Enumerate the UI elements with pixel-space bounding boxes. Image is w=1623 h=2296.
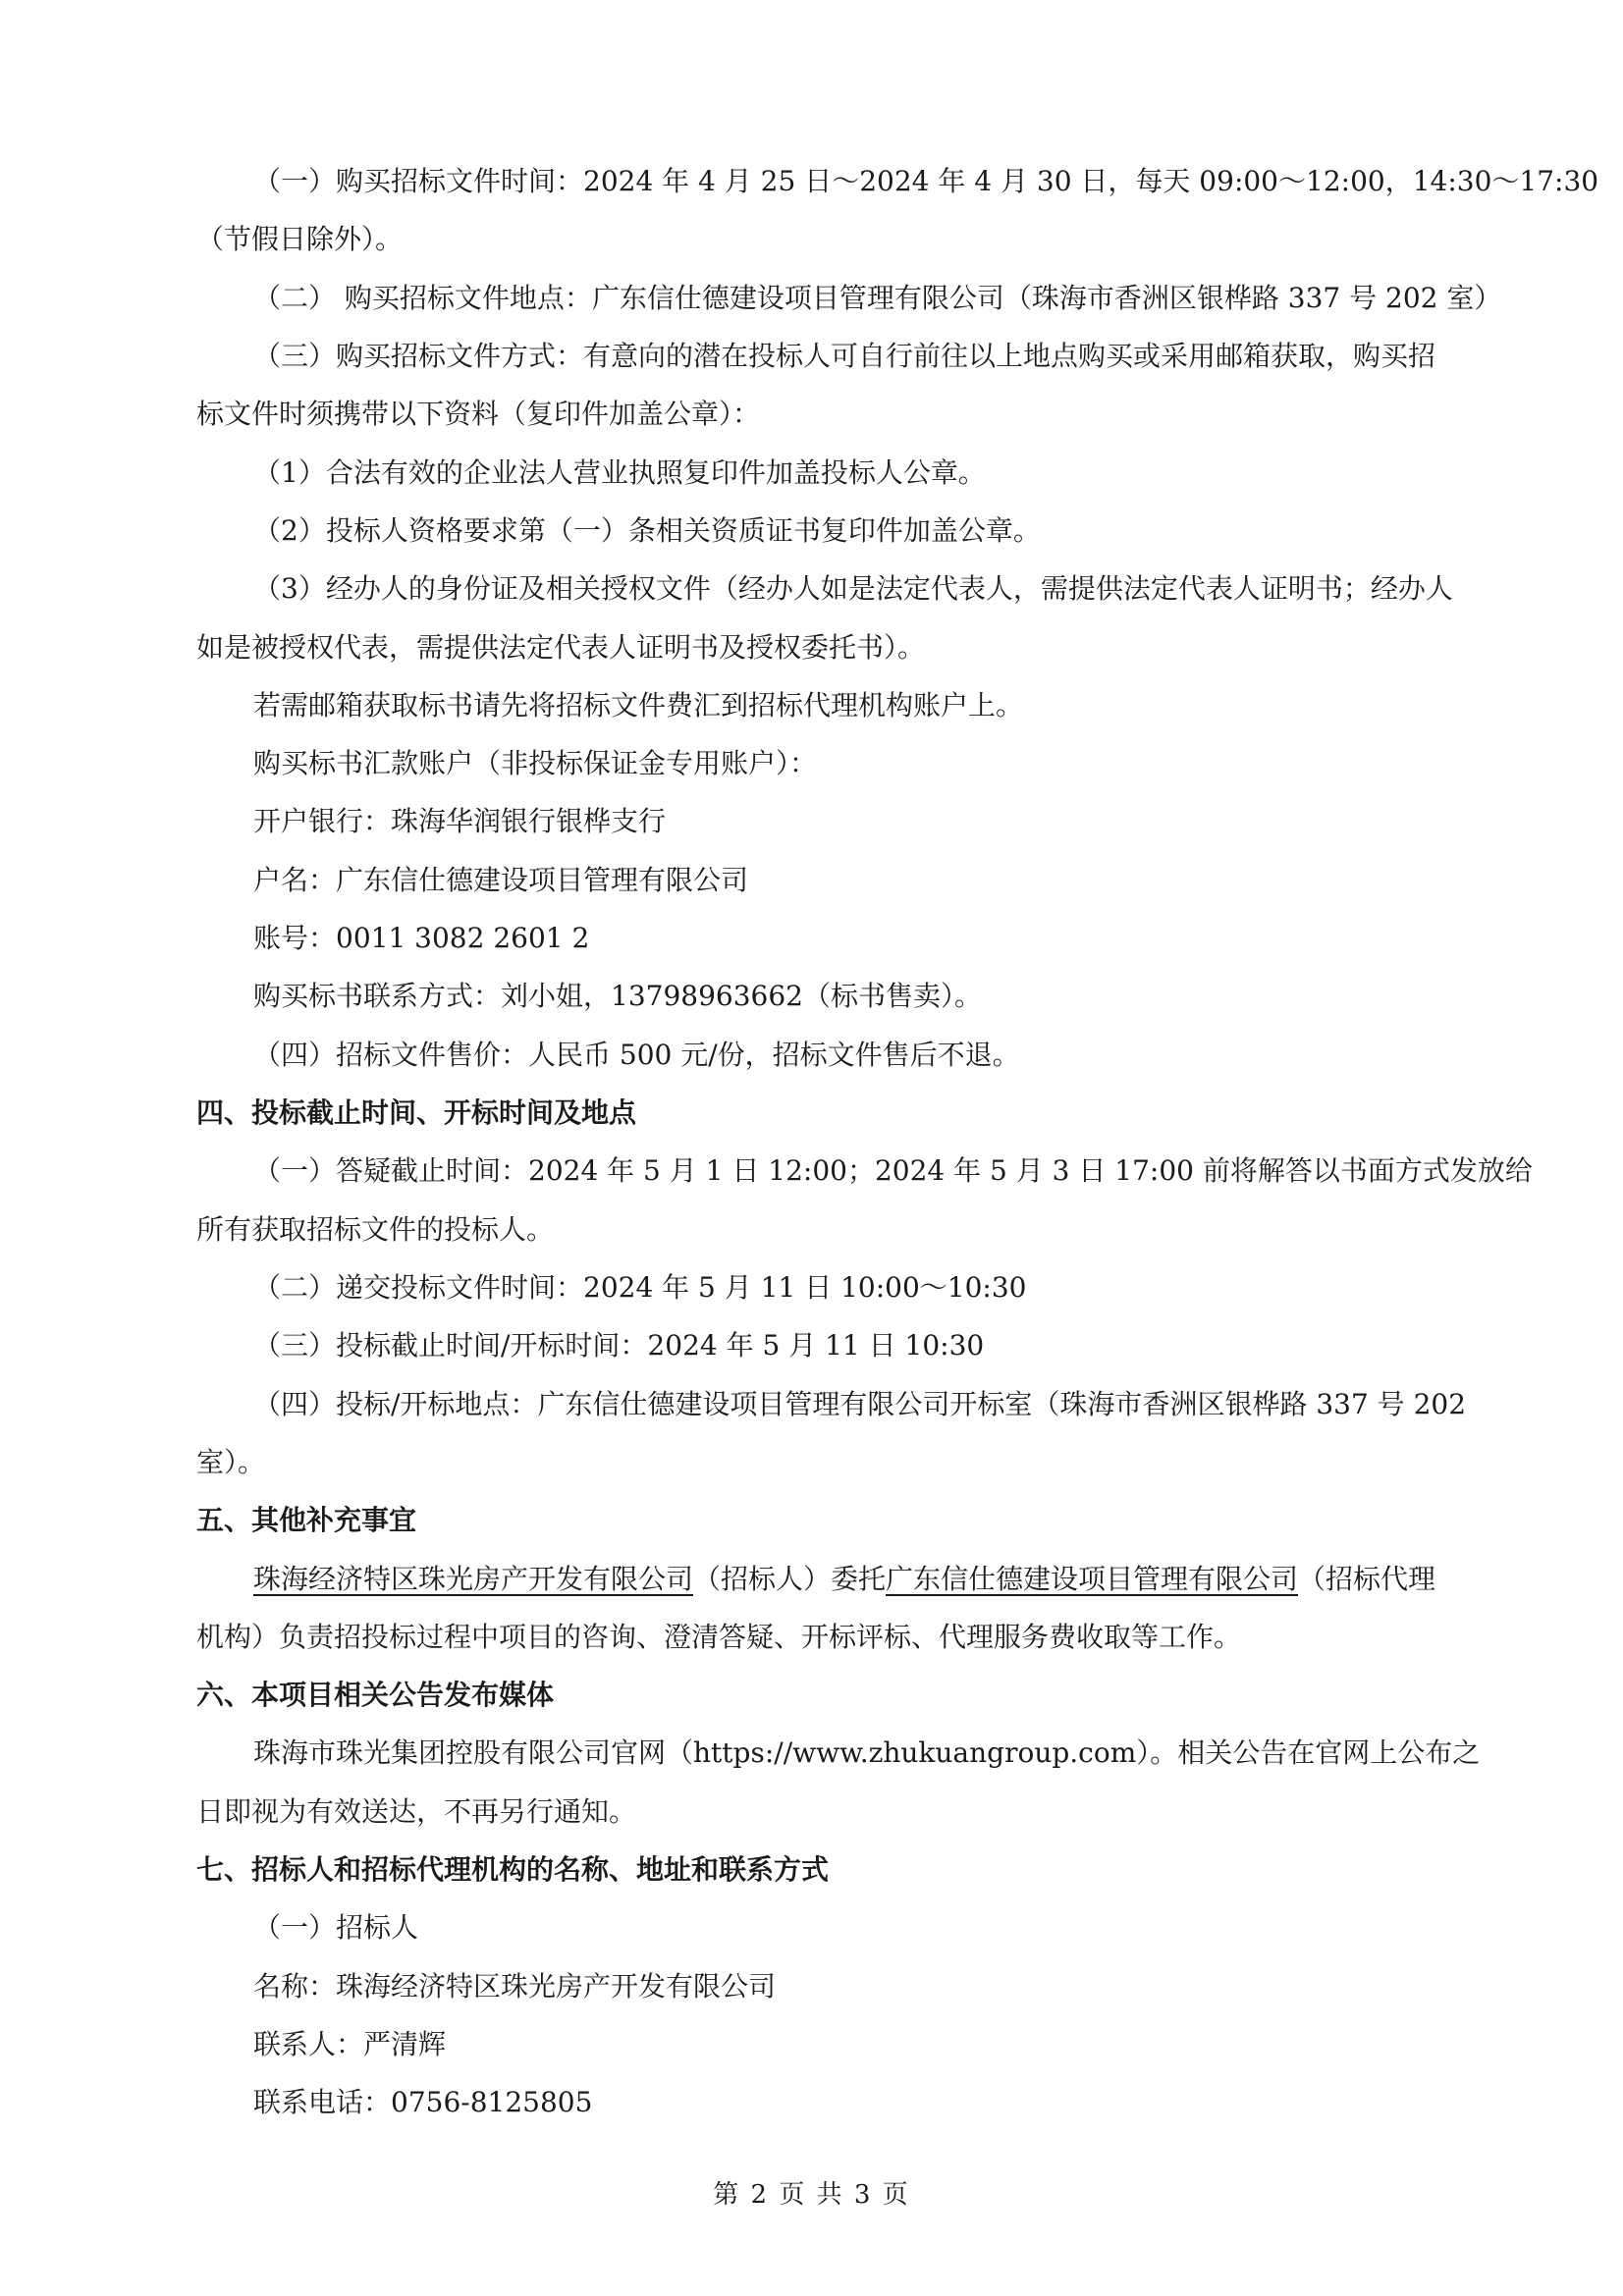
tenderer-subheading: （一）招标人 (253, 1911, 419, 1944)
account-title: 购买标书汇款账户（非投标保证金专用账户）： (253, 747, 818, 779)
account-number: 账号：0011 3082 2601 2 (253, 922, 590, 954)
document-price: （四）招标文件售价：人民币 500 元/份，招标文件售后不退。 (253, 1039, 1020, 1071)
tenderer-role: （招标人）委托 (693, 1563, 887, 1595)
purchase-location: （二） 购买招标文件地点：广东信仕德建设项目管理有限公司（珠海市香洲区银桦路 337 号 202 室） (253, 282, 1502, 314)
tenderer-name: 珠海经济特区珠光房产开发有限公司 (253, 1563, 694, 1595)
submit-time: （二）递交投标文件时间：2024 年 5 月 11 日 10:00～10:30 (253, 1271, 1027, 1304)
section-6-heading: 六、本项目相关公告发布媒体 (196, 1679, 555, 1711)
bank-name: 开户银行：珠海华润银行银桦支行 (253, 805, 667, 837)
section-5-heading: 五、其他补充事宜 (196, 1504, 417, 1536)
opening-time: （三）投标截止时间/开标时间：2024 年 5 月 11 日 10:30 (253, 1329, 985, 1362)
page-number: 第 2 页 共 3 页 (713, 2180, 910, 2210)
purchase-time-line-2: （节假日除外）。 (196, 223, 404, 255)
section-5-line-1 (253, 1560, 1435, 1599)
email-note: 若需邮箱获取标书请先将招标文件费汇到招标代理机构账户上。 (253, 689, 1024, 721)
section-5-line-2: 机构）负责招投标过程中项目的咨询、澄清答疑、开标评标、代理服务费收取等工作。 (196, 1621, 1242, 1653)
requirement-3-line-1: （3）经办人的身份证及相关授权文件（经办人如是法定代表人，需提供法定代表人证明书；经办人 (253, 572, 1453, 605)
requirement-1: （1）合法有效的企业法人营业执照复印件加盖投标人公章。 (253, 456, 986, 489)
opening-place-line-2: 室）。 (196, 1446, 266, 1478)
tenderer-full-name: 名称：珠海经济特区珠光房产开发有限公司 (253, 1970, 777, 2002)
purchase-contact: 购买标书联系方式：刘小姐，13798963662（标书售卖）。 (253, 980, 982, 1012)
opening-place-line-1: （四）投标/开标地点：广东信仕德建设项目管理有限公司开标室（珠海市香洲区银桦路 337 号 202 (253, 1388, 1467, 1420)
account-name: 户名：广东信仕德建设项目管理有限公司 (253, 864, 749, 896)
tenderer-phone: 联系电话：0756-8125805 (253, 2086, 593, 2118)
requirement-2: （2）投标人资格要求第（一）条相关资质证书复印件加盖公章。 (253, 514, 1041, 547)
tenderer-contact-person: 联系人：严清辉 (253, 2028, 447, 2060)
section-6-line-1: 珠海市珠光集团控股有限公司官网（https://www.zhukuangroup.com）。相关公告在官网上公布之 (253, 1736, 1481, 1769)
purchase-method-line-2: 标文件时须携带以下资料（复印件加盖公章）： (196, 398, 761, 430)
section-7-heading: 七、招标人和招标代理机构的名称、地址和联系方式 (196, 1853, 830, 1886)
question-deadline-line-1: （一）答疑截止时间：2024 年 5 月 1 日 12:00；2024 年 5 月 3 日 17:00 前将解答以书面方式发放给 (253, 1154, 1533, 1187)
question-deadline-line-2: 所有获取招标文件的投标人。 (196, 1213, 555, 1246)
agency-role: （招标代理 (1298, 1563, 1436, 1595)
agency-name: 广东信仕德建设项目管理有限公司 (886, 1563, 1299, 1595)
purchase-method-line-1: （三）购买招标文件方式：有意向的潜在投标人可自行前往以上地点购买或采用邮箱获取，购买招 (253, 340, 1436, 372)
section-4-heading: 四、投标截止时间、开标时间及地点 (196, 1096, 637, 1129)
section-6-line-2: 日即视为有效送达，不再另行通知。 (196, 1795, 637, 1828)
purchase-time-line-1: （一）购买招标文件时间：2024 年 4 月 25 日～2024 年 4 月 30 日，每天 09:00～12:00，14:30～17:30 (253, 165, 1599, 197)
requirement-3-line-2: 如是被授权代表，需提供法定代表人证明书及授权委托书）。 (196, 631, 926, 664)
